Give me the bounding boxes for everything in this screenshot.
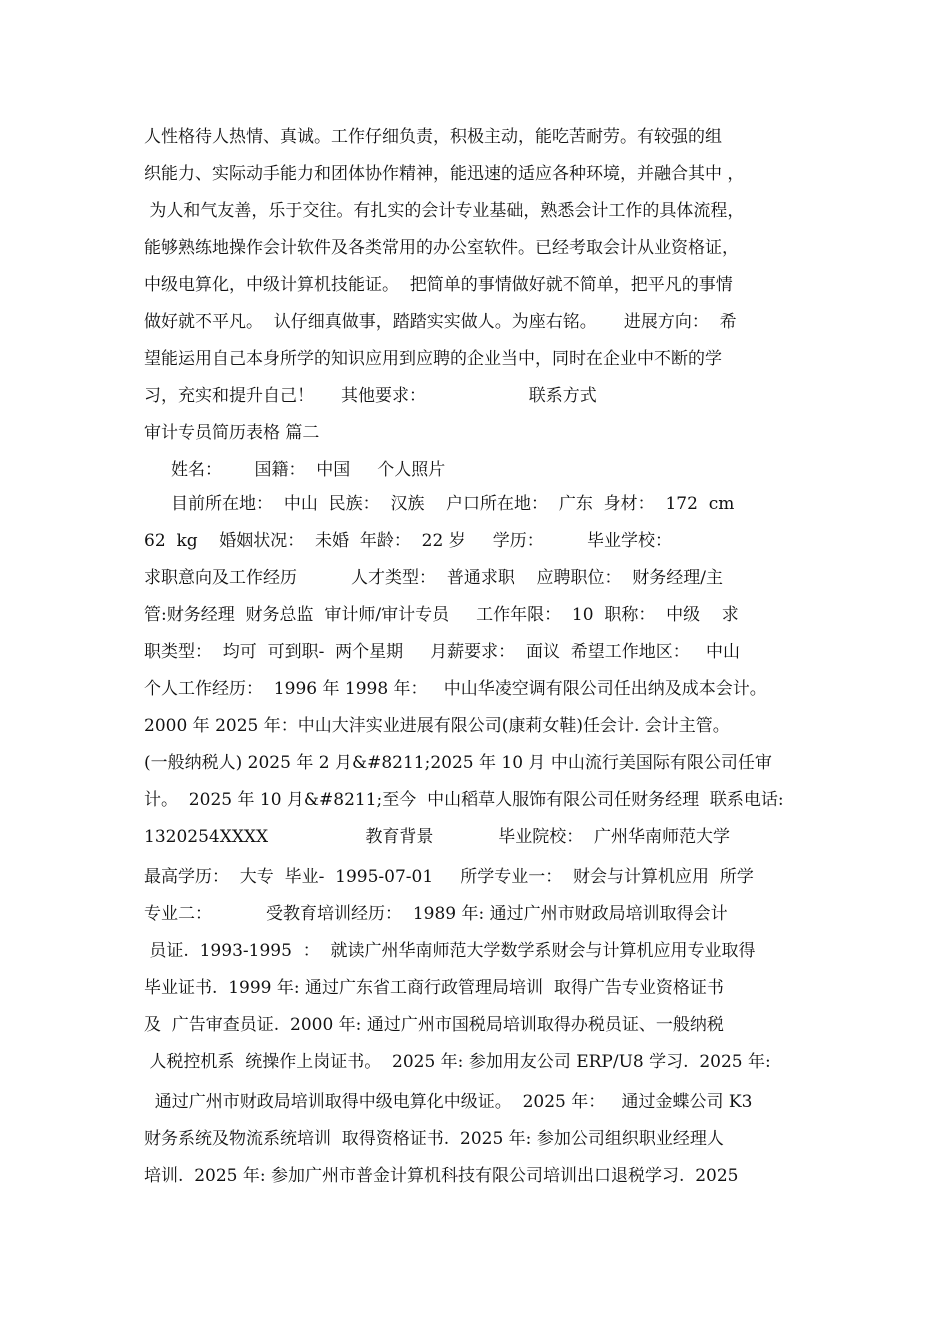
text-line: 求职意向及工作经历 人才类型： 普通求职 应聘职位： 财务经理/主 xyxy=(144,568,723,588)
text-line: 培训. 2025 年: 参加广州市普金计算机科技有限公司培训出口退税学习. 2025 xyxy=(144,1166,739,1186)
text-line: 目前所在地： 中山 民族： 汉族 户口所在地： 广东 身材： 172 cm xyxy=(144,494,735,514)
text-line: 职类型： 均可 可到职- 两个星期 月薪要求： 面议 希望工作地区： 中山 xyxy=(144,642,741,662)
text-line: 毕业证书. 1999 年: 通过广东省工商行政管理局培训 取得广告专业资格证书 xyxy=(144,978,724,998)
text-line: 财务系统及物流系统培训 取得资格证书. 2025 年: 参加公司组织职业经理人 xyxy=(144,1129,724,1149)
text-line: 1320254XXXX 教育背景 毕业院校： 广州华南师范大学 xyxy=(144,827,731,847)
text-line: 姓名： 国籍： 中国 个人照片 xyxy=(144,460,446,480)
text-line: 2000 年 2025 年：中山大沣实业进展有限公司(康莉女鞋)任会计. 会计主管。 xyxy=(144,716,730,736)
text-line: 管:财务经理 财务总监 审计师/审计专员 工作年限： 10 职称： 中级 求 xyxy=(144,605,739,625)
text-line: 能够熟练地操作会计软件及各类常用的办公室软件。已经考取会计从业资格证， xyxy=(144,238,739,258)
text-line: 计。 2025 年 10 月&#8211;至今 中山稻草人服饰有限公司任财务经理 联系电话: xyxy=(144,790,784,810)
text-line: 通过广州市财政局培训取得中级电算化中级证。 2025 年： 通过金蝶公司 K3 xyxy=(144,1092,753,1112)
text-line: 织能力、实际动手能力和团体协作精神，能迅速的适应各种环境，并融合其中 ， xyxy=(144,164,745,184)
text-line: 员证. 1993-1995 ： 就读广州华南师范大学数学系财会与计算机应用专业取得 xyxy=(144,941,756,961)
text-line: 望能运用自己本身所学的知识应用到应聘的企业当中，同时在企业中不断的学 xyxy=(144,349,722,369)
section-heading: 审计专员简历表格 篇二 xyxy=(144,423,320,443)
text-line: 习，充实和提升自己！ 其他要求： 联系方式 xyxy=(144,386,597,406)
text-line: 为人和气友善，乐于交往。有扎实的会计专业基础，熟悉会计工作的具体流程， xyxy=(144,201,745,221)
text-line: 人性格待人热情、真诚。工作仔细负责，积极主动，能吃苦耐劳。有较强的组 xyxy=(144,127,722,147)
text-line: 专业二： 受教育培训经历： 1989 年: 通过广州市财政局培训取得会计 xyxy=(144,904,728,924)
text-line: 最高学历： 大专 毕业- 1995-07-01 所学专业一： 财会与计算机应用 所学 xyxy=(144,867,754,887)
text-line: 中级电算化，中级计算机技能证。 把简单的事情做好就不简单，把平凡的事情 xyxy=(144,275,733,295)
text-line: 个人工作经历： 1996 年 1998 年： 中山华凌空调有限公司任出纳及成本会计。 xyxy=(144,679,767,699)
text-line: (一般纳税人) 2025 年 2 月&#8211;2025 年 10 月 中山流行美国际有限公司任审 xyxy=(144,753,772,773)
text-line: 及 广告审查员证. 2000 年: 通过广州市国税局培训取得办税员证、一般纳税 xyxy=(144,1015,724,1035)
text-line: 62 kg 婚姻状况： 未婚 年龄： 22 岁 学历： 毕业学校： xyxy=(144,531,672,551)
text-line: 人税控机系 统操作上岗证书。 2025 年: 参加用友公司 ERP/U8 学习. 2025 年: xyxy=(144,1052,771,1072)
text-line: 做好就不平凡。 认仔细真做事，踏踏实实做人。为座右铭。 进展方向： 希 xyxy=(144,312,737,332)
